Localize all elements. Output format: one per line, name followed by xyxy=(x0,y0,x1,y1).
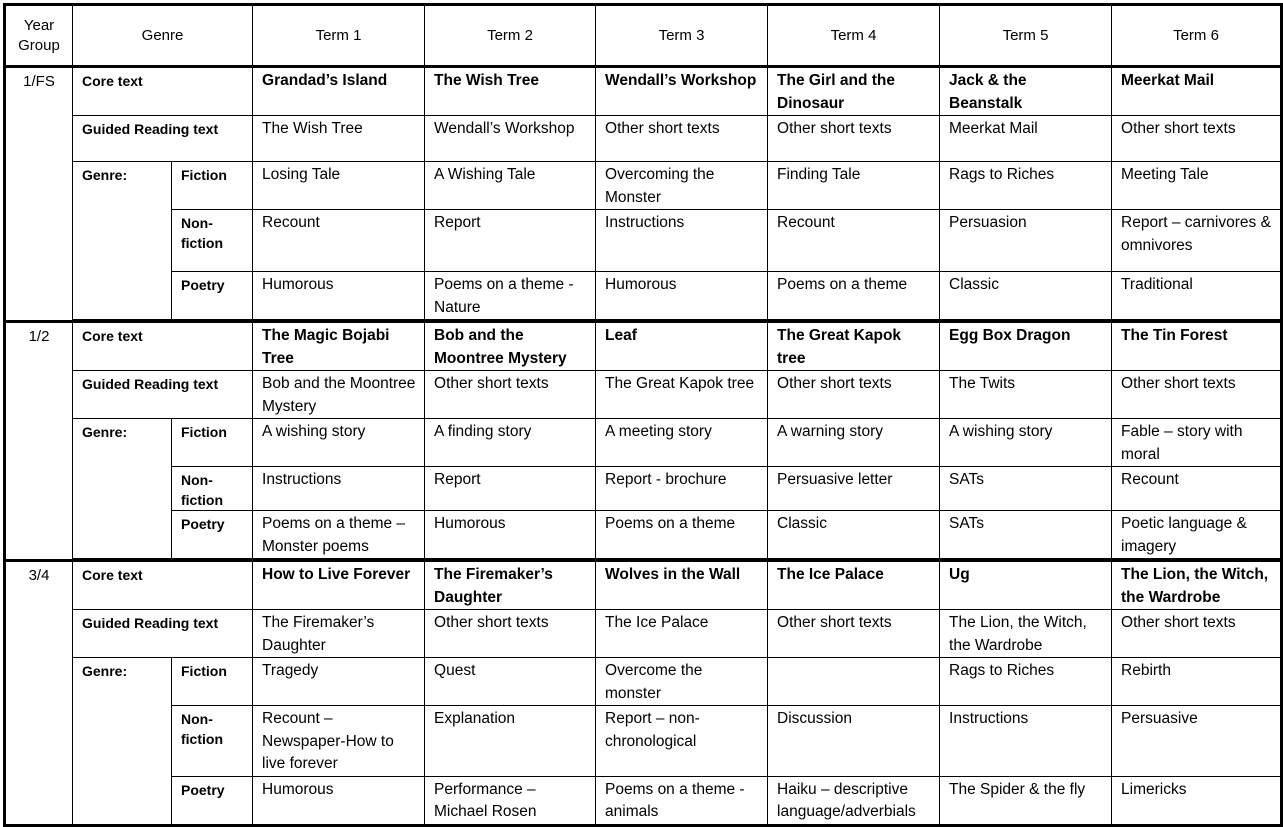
fiction-cell: Losing Tale xyxy=(253,162,425,210)
non-fiction-label: Non-fiction xyxy=(172,467,253,511)
core-text-cell: The Wish Tree xyxy=(425,67,596,116)
non-fiction-cell: Persuasive xyxy=(1112,706,1282,777)
guided-reading-cell: Other short texts xyxy=(1112,371,1282,419)
reading-curriculum-table xyxy=(3,3,1283,827)
guided-reading-cell: The Lion, the Witch, the Wardrobe xyxy=(940,610,1112,658)
guided-reading-cell: Meerkat Mail xyxy=(940,116,1112,162)
header-genre: Genre xyxy=(73,5,253,67)
guided-reading-cell: The Great Kapok tree xyxy=(596,371,768,419)
table-row xyxy=(5,322,1282,371)
table-row xyxy=(5,67,1282,116)
genre-label: Genre: xyxy=(73,162,172,320)
guided-reading-cell: The Firemaker’s Daughter xyxy=(253,610,425,658)
non-fiction-cell: Persuasion xyxy=(940,210,1112,272)
core-text-label: Core text xyxy=(73,322,253,371)
non-fiction-label: Non-fiction xyxy=(172,210,253,272)
table-row xyxy=(5,371,1282,419)
core-text-cell: Wolves in the Wall xyxy=(596,561,768,610)
core-text-cell: Bob and the Moontree Mystery xyxy=(425,322,596,371)
guided-reading-cell: Other short texts xyxy=(425,610,596,658)
table-row xyxy=(5,467,1282,511)
table-row xyxy=(5,116,1282,162)
year-group-cell: 3/4 xyxy=(5,561,73,826)
non-fiction-cell: SATs xyxy=(940,467,1112,511)
core-text-cell: Jack & the Beanstalk xyxy=(940,67,1112,116)
non-fiction-cell: Instructions xyxy=(940,706,1112,777)
non-fiction-cell: Recount – Newspaper-How to live forever xyxy=(253,706,425,777)
core-text-cell: Egg Box Dragon xyxy=(940,322,1112,371)
fiction-label: Fiction xyxy=(172,658,253,706)
poetry-cell: Classic xyxy=(940,272,1112,320)
year-group-cell: 1/2 xyxy=(5,322,73,561)
header-row xyxy=(5,5,1282,67)
poetry-cell: Haiku – descriptive language/adverbials xyxy=(768,776,940,825)
poetry-cell: Humorous xyxy=(425,511,596,559)
table-row xyxy=(5,776,1282,825)
non-fiction-cell: Recount xyxy=(253,210,425,272)
fiction-cell: A wishing story xyxy=(253,419,425,467)
poetry-cell: Humorous xyxy=(253,776,425,825)
fiction-cell: A meeting story xyxy=(596,419,768,467)
poetry-cell: Poems on a theme xyxy=(596,511,768,559)
guided-reading-cell: Other short texts xyxy=(768,116,940,162)
non-fiction-cell: Report xyxy=(425,210,596,272)
guided-reading-label: Guided Reading text xyxy=(73,371,253,419)
genre-label: Genre: xyxy=(73,658,172,826)
core-text-cell: The Magic Bojabi Tree xyxy=(253,322,425,371)
poetry-cell: Poems on a theme - animals xyxy=(596,776,768,825)
non-fiction-cell: Report xyxy=(425,467,596,511)
fiction-cell: Fable – story with moral xyxy=(1112,419,1282,467)
non-fiction-label: Non-fiction xyxy=(172,706,253,777)
fiction-cell: A Wishing Tale xyxy=(425,162,596,210)
header-term-4: Term 4 xyxy=(768,5,940,67)
table-row xyxy=(5,610,1282,658)
core-text-label: Core text xyxy=(73,561,253,610)
table-row xyxy=(5,162,1282,210)
poetry-cell: Humorous xyxy=(253,272,425,320)
core-text-cell: Wendall’s Workshop xyxy=(596,67,768,116)
guided-reading-cell: Other short texts xyxy=(1112,610,1282,658)
header-term-6: Term 6 xyxy=(1112,5,1282,67)
guided-reading-cell: Other short texts xyxy=(596,116,768,162)
non-fiction-cell: Report - brochure xyxy=(596,467,768,511)
guided-reading-cell: Other short texts xyxy=(768,610,940,658)
poetry-cell: SATs xyxy=(940,511,1112,559)
header-year-group: Year Group xyxy=(5,5,73,67)
poetry-cell: Poems on a theme - Nature xyxy=(425,272,596,320)
core-text-cell: Ug xyxy=(940,561,1112,610)
guided-reading-label: Guided Reading text xyxy=(73,610,253,658)
non-fiction-cell: Discussion xyxy=(768,706,940,777)
header-term-1: Term 1 xyxy=(253,5,425,67)
non-fiction-cell: Report – carnivores & omnivores xyxy=(1112,210,1282,272)
fiction-cell: A warning story xyxy=(768,419,940,467)
poetry-cell: Limericks xyxy=(1112,776,1282,825)
header-term-2: Term 2 xyxy=(425,5,596,67)
fiction-cell: Tragedy xyxy=(253,658,425,706)
guided-reading-label: Guided Reading text xyxy=(73,116,253,162)
guided-reading-cell: Other short texts xyxy=(768,371,940,419)
poetry-cell: Poems on a theme – Monster poems xyxy=(253,511,425,559)
non-fiction-cell: Explanation xyxy=(425,706,596,777)
guided-reading-cell: The Ice Palace xyxy=(596,610,768,658)
table-row xyxy=(5,561,1282,610)
poetry-cell: Classic xyxy=(768,511,940,559)
fiction-cell: Rags to Riches xyxy=(940,162,1112,210)
core-text-cell: Grandad’s Island xyxy=(253,67,425,116)
non-fiction-cell: Recount xyxy=(1112,467,1282,511)
genre-label: Genre: xyxy=(73,419,172,559)
table-row xyxy=(5,272,1282,320)
poetry-cell: Performance – Michael Rosen xyxy=(425,776,596,825)
poetry-cell: Humorous xyxy=(596,272,768,320)
core-text-cell: The Firemaker’s Daughter xyxy=(425,561,596,610)
poetry-cell: The Spider & the fly xyxy=(940,776,1112,825)
guided-reading-cell: Bob and the Moontree Mystery xyxy=(253,371,425,419)
fiction-cell xyxy=(768,658,940,706)
guided-reading-cell: Other short texts xyxy=(425,371,596,419)
table-row xyxy=(5,210,1282,272)
guided-reading-cell: Wendall’s Workshop xyxy=(425,116,596,162)
core-text-cell: The Great Kapok tree xyxy=(768,322,940,371)
core-text-cell: The Ice Palace xyxy=(768,561,940,610)
guided-reading-cell: Other short texts xyxy=(1112,116,1282,162)
fiction-label: Fiction xyxy=(172,419,253,467)
poetry-label: Poetry xyxy=(172,272,253,320)
core-text-cell: How to Live Forever xyxy=(253,561,425,610)
header-term-3: Term 3 xyxy=(596,5,768,67)
poetry-cell: Poetic language & imagery xyxy=(1112,511,1282,559)
poetry-label: Poetry xyxy=(172,776,253,825)
non-fiction-cell: Instructions xyxy=(253,467,425,511)
guided-reading-cell: The Wish Tree xyxy=(253,116,425,162)
table-row xyxy=(5,706,1282,777)
non-fiction-cell: Instructions xyxy=(596,210,768,272)
curriculum-page xyxy=(3,3,1283,827)
header-term-5: Term 5 xyxy=(940,5,1112,67)
non-fiction-cell: Persuasive letter xyxy=(768,467,940,511)
core-text-cell: The Tin Forest xyxy=(1112,322,1282,371)
year-group-cell: 1/FS xyxy=(5,67,73,322)
non-fiction-cell: Recount xyxy=(768,210,940,272)
fiction-cell: Quest xyxy=(425,658,596,706)
poetry-cell: Poems on a theme xyxy=(768,272,940,320)
fiction-cell: Rags to Riches xyxy=(940,658,1112,706)
guided-reading-cell: The Twits xyxy=(940,371,1112,419)
core-text-cell: The Girl and the Dinosaur xyxy=(768,67,940,116)
fiction-cell: Overcoming the Monster xyxy=(596,162,768,210)
table-row xyxy=(5,658,1282,706)
poetry-label: Poetry xyxy=(172,511,253,559)
table-row xyxy=(5,419,1282,467)
core-text-cell: Leaf xyxy=(596,322,768,371)
fiction-cell: Overcome the monster xyxy=(596,658,768,706)
fiction-cell: Rebirth xyxy=(1112,658,1282,706)
non-fiction-cell: Report – non-chronological xyxy=(596,706,768,777)
fiction-cell: A wishing story xyxy=(940,419,1112,467)
core-text-cell: The Lion, the Witch, the Wardrobe xyxy=(1112,561,1282,610)
core-text-cell: Meerkat Mail xyxy=(1112,67,1282,116)
fiction-cell: Meeting Tale xyxy=(1112,162,1282,210)
table-row xyxy=(5,511,1282,559)
fiction-cell: A finding story xyxy=(425,419,596,467)
poetry-cell: Traditional xyxy=(1112,272,1282,320)
core-text-label: Core text xyxy=(73,67,253,116)
fiction-cell: Finding Tale xyxy=(768,162,940,210)
fiction-label: Fiction xyxy=(172,162,253,210)
